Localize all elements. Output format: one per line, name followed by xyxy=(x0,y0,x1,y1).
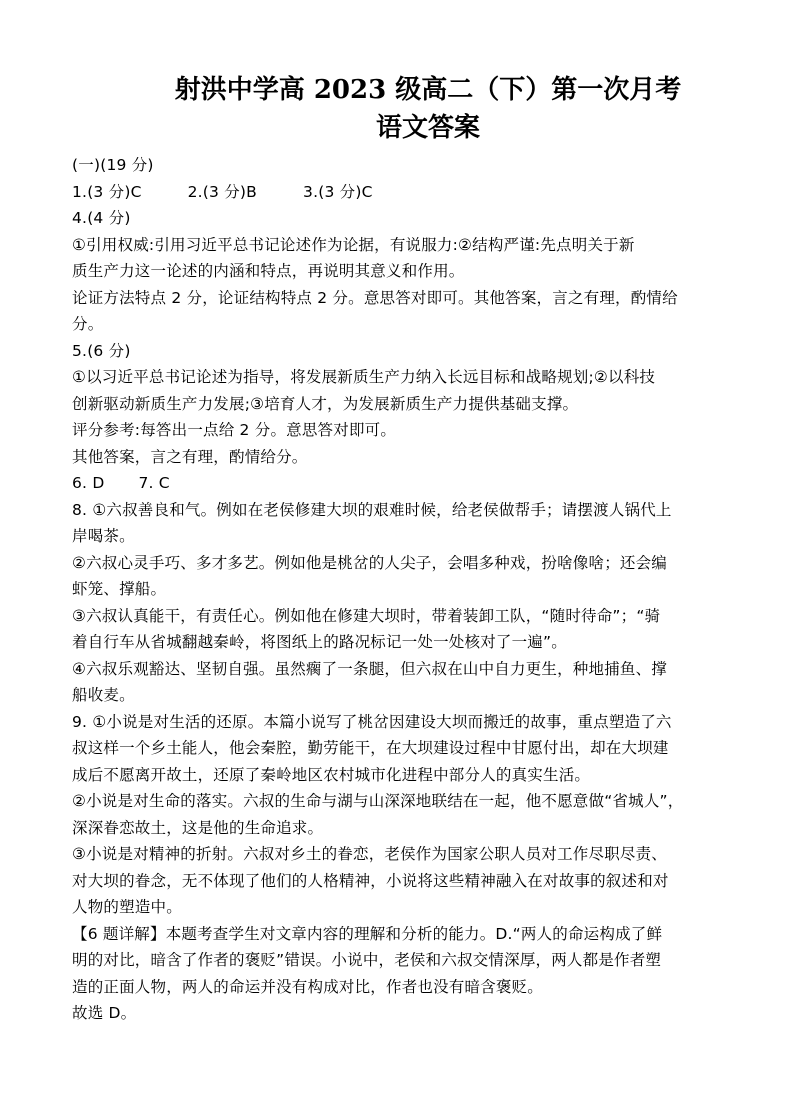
q8-line: 岸喝茶。 xyxy=(72,527,135,545)
q5-line: 评分参考:每答出一点给 2 分。意思答对即可。 xyxy=(72,421,397,439)
section-heading: (一)(19 分) xyxy=(72,156,154,174)
q9-line: ②小说是对生命的落实。六叔的生命与湖与山深深地联结在一起，他不愿意做“省城人”， xyxy=(72,792,684,810)
q8-line: 船收麦。 xyxy=(72,686,135,704)
q9-line: 9. ①小说是对生活的还原。本篇小说写了桃岔因建设大坝而搬迁的故事，重点塑造了六 xyxy=(72,712,672,731)
answer-content xyxy=(72,152,768,1027)
q4-line: ①引用权威:引用习近平总书记论述作为论据，有说服力:②结构严谨:先点明关于新 xyxy=(72,235,635,254)
q9-line: 叔这样一个乡土能人，他会秦腔，勤劳能干，在大坝建设过程中甘愿付出，却在大坝建 xyxy=(72,739,669,757)
answer-q2: 2.(3 分)B xyxy=(187,182,258,201)
q9-line: ③小说是对精神的折射。六叔对乡土的眷恋，老侯作为国家公职人员对工作尽职尽责、 xyxy=(72,845,667,863)
explanation-q6-line: 造的正面人物，两人的命运并没有构成对比，作者也没有暗含褒贬。 xyxy=(72,977,544,996)
q4-line: 质生产力这一论述的内涵和特点，再说明其意义和作用。 xyxy=(72,262,465,280)
q8-line: ④六叔乐观豁达、坚韧自强。虽然瘸了一条腿，但六叔在山中自力更生，种地捕鱼、撑 xyxy=(72,659,667,678)
q8-line: 虾笼、撑船。 xyxy=(72,580,167,598)
q8-line: 着自行车从省城翻越秦岭，将图纸上的路况标记一处一处核对了一遍”。 xyxy=(72,633,567,651)
answers-1-3 xyxy=(72,179,768,206)
q8-line: 8. ①六叔善良和气。例如在老侯修建大坝的艰难时候，给老侯做帮手；请摆渡人锅代上 xyxy=(72,500,672,519)
page-subtitle: 语文答案 xyxy=(375,113,480,143)
answer-q7: 7. C xyxy=(138,474,170,492)
page-title: 射洪中学高 2023 级高二（下）第一次月考 xyxy=(174,75,682,105)
q5-line: ①以习近平总书记论述为指导，将发展新质生产力纳入长远目标和战略规划;②以科技 xyxy=(72,368,656,386)
q4-heading: 4.(4 分) xyxy=(72,209,131,227)
q4-line: 分。 xyxy=(72,315,104,333)
q4-line: 论证方法特点 2 分，论证结构特点 2 分。意思答对即可。其他答案，言之有理，酌情给 xyxy=(72,288,678,307)
answer-q6: 6. D xyxy=(72,474,105,492)
explanation-q6-line: 明的对比，暗含了作者的褒贬”错误。小说中，老侯和六叔交情深厚，两人都是作者塑 xyxy=(72,951,662,969)
answer-q1: 1.(3 分)C xyxy=(72,182,142,201)
q8-line: ②六叔心灵手巧、多才多艺。例如他是桃岔的人尖子，会唱多种戏，扮啥像啥；还会编 xyxy=(72,553,667,572)
q8-line: ③六叔认真能干，有责任心。例如他在修建大坝时，带着装卸工队，“随时待命”；“骑 xyxy=(72,606,661,625)
q5-heading: 5.(6 分) xyxy=(72,341,131,360)
q9-line: 成后不愿离开故土，还原了秦岭地区农村城市化进程中部分人的真实生活。 xyxy=(72,765,591,784)
answer-q3: 3.(3 分)C xyxy=(303,182,373,201)
answers-6-7 xyxy=(72,470,768,497)
explanation-q6-line: 故选 D。 xyxy=(72,1004,137,1022)
q5-line: 创新驱动新质生产力发展;③培育人才，为发展新质生产力提供基础支撑。 xyxy=(72,394,579,413)
q9-line: 深深眷恋故土，这是他的生命追求。 xyxy=(72,818,324,837)
explanation-q6-line: 【6 题详解】本题考查学生对文章内容的理解和分析的能力。D.“两人的命运构成了鲜 xyxy=(72,924,663,943)
q5-line: 其他答案，言之有理，酌情给分。 xyxy=(72,447,308,466)
q9-line: 人物的塑造中。 xyxy=(72,898,182,916)
q9-line: 对大坝的眷念，无不体现了他们的人格精神，小说将这些精神融入在对故事的叙述和对 xyxy=(72,871,669,890)
